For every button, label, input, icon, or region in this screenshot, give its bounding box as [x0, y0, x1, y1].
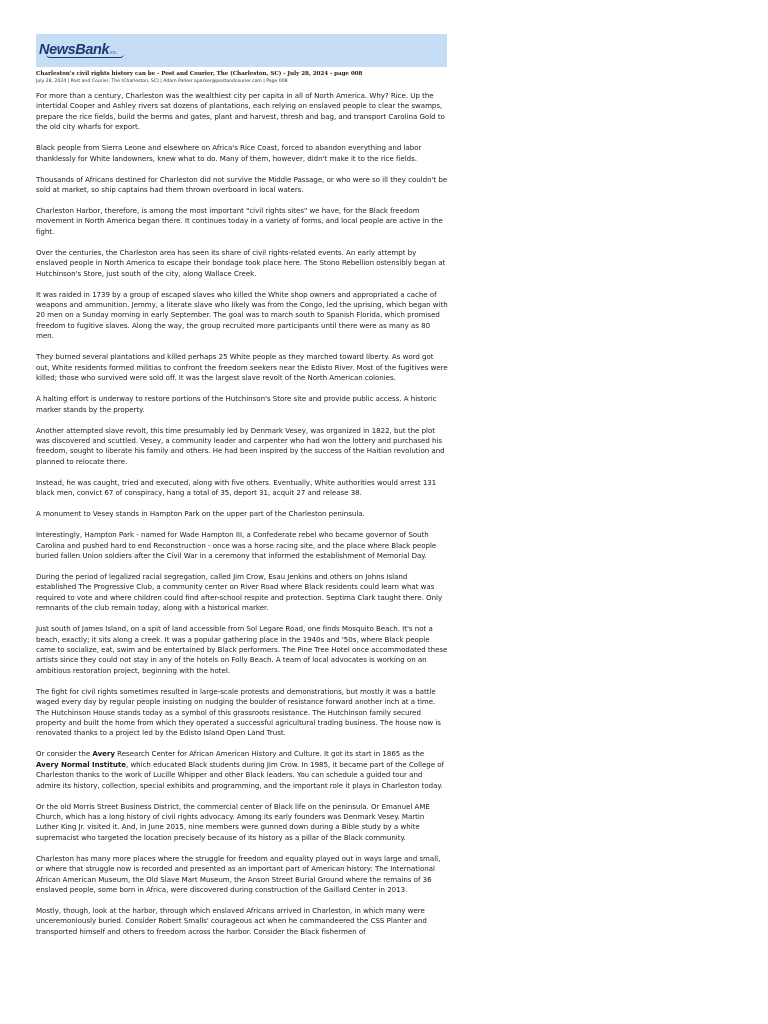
paragraph-text: Or consider the: [36, 749, 93, 759]
article-paragraph: Mostly, though, look at the harbor, through which enslaved Africans arrived in Charleston, in which many were unceremoniously buried. Consider Robert Smalls' courageous act when he commandeered the CSS Planter and transported himself and others to freedom across the harbor. Consider the Black fishermen of: [36, 906, 427, 936]
article-paragraph: Over the centuries, the Charleston area has seen its share of civil rights-related events. An early attempt by enslaved people in North America to escape their bondage took place here. The Stono Rebellion ostensibly began at Hutchinson's Store, just south of the city, along Wallace Creek.: [36, 247, 446, 278]
article-paragraph: Or the old Morris Street Business District, the commercial center of Black life on the peninsula. Or Emanuel AME Church, which has a long history of civil rights advocacy. Among its early founders was Denmark Vesey. Martin Luther King Jr. visited it. And, in June 2015, nine members were gunned down during a Bible study by a white supremacist who targeted the location precisely because of its history as a pillar of the Black community.: [36, 801, 430, 842]
newsbank-banner: [36, 34, 447, 67]
paragraph-text: , which educated Black students during Jim Crow. In 1985, it became part of the College of Charleston thanks to the work of Lucille Whipper and other Black leaders. You can schedule a guided tour and admire its history, collection, special exhibits and programming, and the important role it plays in Charleston today.: [36, 759, 445, 790]
document-page: [36, 34, 448, 948]
article-paragraph: A monument to Vesey stands in Hampton Park on the upper part of the Charleston peninsula.: [36, 509, 365, 519]
article-paragraph: They burned several plantations and killed perhaps 25 White people as they marched toward liberty. As word got out, White residents formed militias to confront the freedom seekers near the Edisto River. Most of the fugitives were killed; those who survived were sold off. It was the largest slave revolt of the North American colonies.: [36, 352, 448, 383]
bold-term: Avery: [92, 749, 115, 759]
article-body: [36, 91, 448, 937]
logo-swoosh-icon: [46, 54, 124, 58]
document-meta: July 28, 2024 | Post and Courier, The (Charleston, SC) | Adam Parker aparker@postandcourier.com | Page 008: [36, 79, 288, 84]
article-paragraph: [36, 749, 448, 791]
article-paragraph: It was raided in 1739 by a group of escaped slaves who killed the White shop owners and appropriated a cache of weapons and ammunition. Jemmy, a literate slave who likely was from the Congo, led the uprising, which began with 20 men on a Sunday morning in early September. The goal was to march south to Spanish Florida, which promised freedom to fugitive slaves. Along the way, the group recruited more participants until there were as many as 80 men.: [36, 289, 448, 341]
article-paragraph: Interestingly, Hampton Park - named for Wade Hampton III, a Confederate rebel who became governor of South Carolina and pushed hard to end Reconstruction - once was a horse racing site, and the place where Black people buried fallen Union soldiers after the Civil War in a ceremony that informed the establishment of Memorial Day.: [36, 530, 437, 560]
article-paragraph: The fight for civil rights sometimes resulted in large-scale protests and demonstrations, but mostly it was a battle waged every day by regular people insisting on nudging the boulder of resistance forward another inch at a time. The Hutchinson House stands today as a symbol of this grassroots resistance. The Hutchinson family secured property and built the home from which they operated a successful agricultural trading business. The house now is renovated thanks to a project led by the Edisto Island Open Land Trust.: [36, 686, 441, 738]
article-paragraph: For more than a century, Charleston was the wealthiest city per capita in all of North America. Why? Rice. Up the intertidal Cooper and Ashley rivers sat dozens of plantations, each relying on enslaved people to clear the swamps, prepare the rice fields, build the berms and gates, plant and harvest, thresh and bag, and transport Carolina Gold to the old city wharfs for export.: [36, 91, 445, 132]
document-title: Charleston's civil rights history can be - Post and Courier, The (Charleston, SC) - July 28, 2024 - page 008: [36, 71, 363, 77]
article-paragraph: Thousands of Africans destined for Charleston did not survive the Middle Passage, or who were so ill they couldn't be sold at market, so ship captains had them thrown overboard in local waters.: [36, 174, 448, 195]
logo-suffix: inc.: [110, 50, 118, 56]
article-paragraph: Another attempted slave revolt, this time presumably led by Denmark Vesey, was organized in 1822, but the plot was discovered and scuttled. Vesey, a community leader and carpenter who had won the lottery and purchased his freedom, sought to liberate his family and others. He had been inspired by the success of the Haitian revolution and planned to relocate there.: [36, 425, 445, 466]
article-paragraph: Black people from Sierra Leone and elsewhere on Africa's Rice Coast, forced to abandon everything and labor thanklessly for White landowners, knew what to do. Many of them, however, didn't make it to the rice fields.: [36, 143, 422, 163]
logo-text: NewsBank: [39, 42, 110, 58]
article-paragraph: Instead, he was caught, tried and executed, along with five others. Eventually, White authorities would arrest 131 black men, convict 67 of conspiracy, hang a total of 35, deport 31, acquit 27 and release 38.: [36, 477, 437, 498]
article-paragraph: During the period of legalized racial segregation, called Jim Crow, Esau Jenkins and others on Johns Island established The Progressive Club, a community center on River Road where Black residents could learn what was required to vote and where children could find after-school respite and protection. Septima Clark taught there. Only remnants of the club remain today, along with a historical marker.: [36, 571, 443, 613]
article-paragraph: A halting effort is underway to restore portions of the Hutchinson's Store site and provide public access. A historic marker stands by the property.: [36, 394, 437, 414]
article-paragraph: Charleston Harbor, therefore, is among the most important "civil rights sites" we have, for the Black freedom movement in North America began there. It continues today in a variety of forms, and local people are active in the fight.: [36, 206, 443, 236]
article-paragraph: Just south of James Island, on a spit of land accessible from Sol Legare Road, one finds Mosquito Beach. It's not a beach, exactly; it sits along a creek. It was a popular gathering place in the 1940s and '50s, where Black people came to socialize, eat, swim and be entertained by Black performers. The Pine Tree Hotel once accommodated these artists since they could not stay in any of the hotels on Folly Beach. A team of local advocates is working on an ambitious restoration project, beginning with the hotel.: [36, 624, 448, 675]
paragraph-text: Research Center for African American History and Culture. It got its start in 1865 as the: [114, 749, 425, 759]
article-paragraph: Charleston has many more places where the struggle for freedom and equality played out in ways large and small, or where that struggle now is recorded and presented as an important part of American history: The International African American Museum, the Old Slave Mart Museum, the Anson Street Burial Ground where the remains of 36 enslaved people, some born in Africa, were discovered during construction of the Gaillard Center in 2013.: [36, 853, 441, 895]
bold-term: Avery Normal Institute: [36, 759, 126, 769]
newsbank-logo[interactable]: [39, 42, 118, 61]
